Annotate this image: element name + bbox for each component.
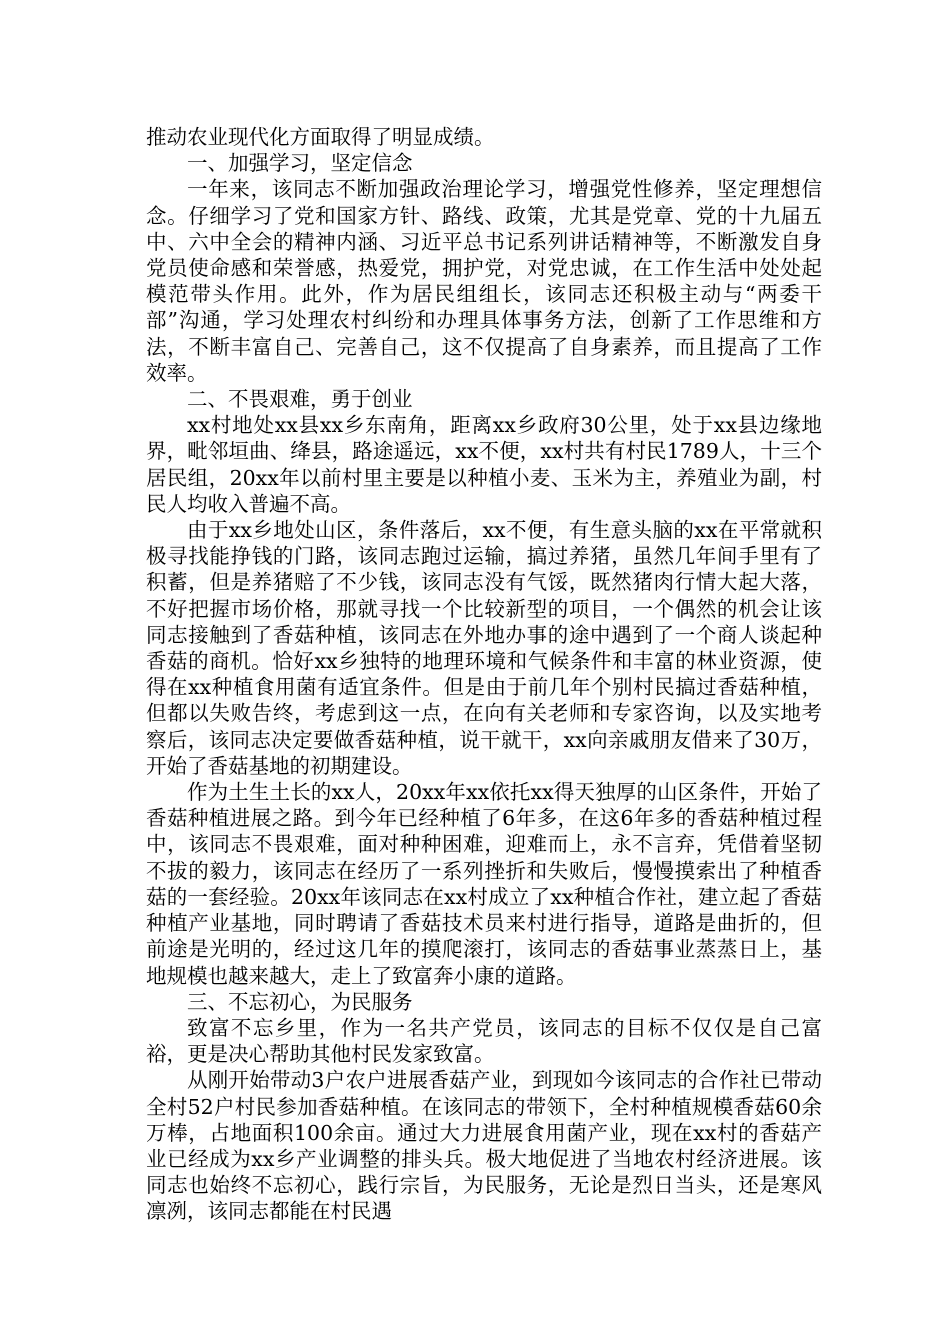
paragraph-study: 一年来，该同志不断加强政治理论学习，增强党性修养，坚定理想信念。仔细学习了党和国家方针、路线、政策，尤其是党章、党的十九届五中、六中全会的精神内涵、习近平总书记系列讲话精神等，不断激发自身党员使命感和荣誉感，热爱党，拥护党，对党忠诚，在工作生活中处处起模范带头作用。此外，作为居民组组长，该同志还积极主动与“两委干部”沟通，学习处理农村纠纷和办理具体事务方法，创新了工作思维和方法，不断丰富自己、完善自己，这不仅提高了自身素养，而且提高了工作效率。 bbox=[146, 177, 822, 385]
paragraph-continuation: 推动农业现代化方面取得了明显成绩。 bbox=[146, 125, 495, 149]
section-heading-2: 二、不畏艰难，勇于创业 bbox=[187, 387, 413, 412]
section-heading-3: 三、不忘初心，为民服务 bbox=[187, 989, 413, 1014]
paragraph-help-villagers: 致富不忘乡里，作为一名共产党员，该同志的目标不仅仅是自己富裕，更是决心帮助其他村民发家致富。 bbox=[146, 1015, 822, 1067]
section-heading-1: 一、加强学习，坚定信念 bbox=[187, 151, 413, 176]
paragraph-entrepreneurship: 由于xx乡地处山区，条件落后，xx不便，有生意头脑的xx在平常就积极寻找能挣钱的门路，该同志跑过运输，搞过养猪，虽然几年间手里有了积蓄，但是养猪赔了不少钱，该同志没有气馁，既然猪肉行情大起大落，不好把握市场价格，那就寻找一个比较新型的项目，一个偶然的机会让该同志接触到了香菇种植，该同志在外地办事的途中遇到了一个商人谈起种香菇的商机。恰好xx乡独特的地理环境和气候条件和丰富的林业资源，使得在xx种植食用菌有适宜条件。但是由于前几年个别村民搞过香菇种植，但都以失败告终，考虑到这一点，在向有关老师和专家咨询，以及实地考察后，该同志决定要做香菇种植，说干就干，xx向亲戚朋友借来了30万，开始了香菇基地的初期建设。 bbox=[146, 518, 822, 778]
paragraph-cooperative: 从刚开始带动3户农户进展香菇产业，到现如今该同志的合作社已带动全村52户村民参加香菇种植。在该同志的带领下，全村种植规模香菇60余万棒，占地面积100余亩。通过大力进展食用菌产业，现在xx村的香菇产业已经成为xx乡产业调整的排头兵。极大地促进了当地农村经济进展。该同志也始终不忘初心，践行宗旨，为民服务，无论是烈日当头，还是寒风凛冽，该同志都能在村民遇 bbox=[146, 1068, 822, 1224]
paragraph-village-location: xx村地处xx县xx乡东南角，距离xx乡政府30公里，处于xx县边缘地界，毗邻垣曲、绛县，路途遥远，xx不便，xx村共有村民1789人，十三个居民组，20xx年以前村里主要是以种植小麦、玉米为主，养殖业为副，村民人均收入普遍不高。 bbox=[146, 413, 822, 516]
paragraph-mushroom-development: 作为土生土长的xx人，20xx年xx依托xx得天独厚的山区条件，开始了香菇种植进展之路。到今年已经种植了6年多，在这6年多的香菇种植过程中，该同志不畏艰难，面对种种困难，迎难而上，永不言弃，凭借着坚韧不拔的毅力，该同志在经历了一系列挫折和失败后，慢慢摸索出了种植香菇的一套经验。20xx年该同志在xx村成立了xx种植合作社，建立起了香菇种植产业基地，同时聘请了香菇技术员来村进行指导，道路是曲折的，但前途是光明的，经过这几年的摸爬滚打，该同志的香菇事业蒸蒸日上，基地规模也越来越大，走上了致富奔小康的道路。 bbox=[146, 780, 822, 988]
document-body bbox=[146, 124, 822, 1225]
